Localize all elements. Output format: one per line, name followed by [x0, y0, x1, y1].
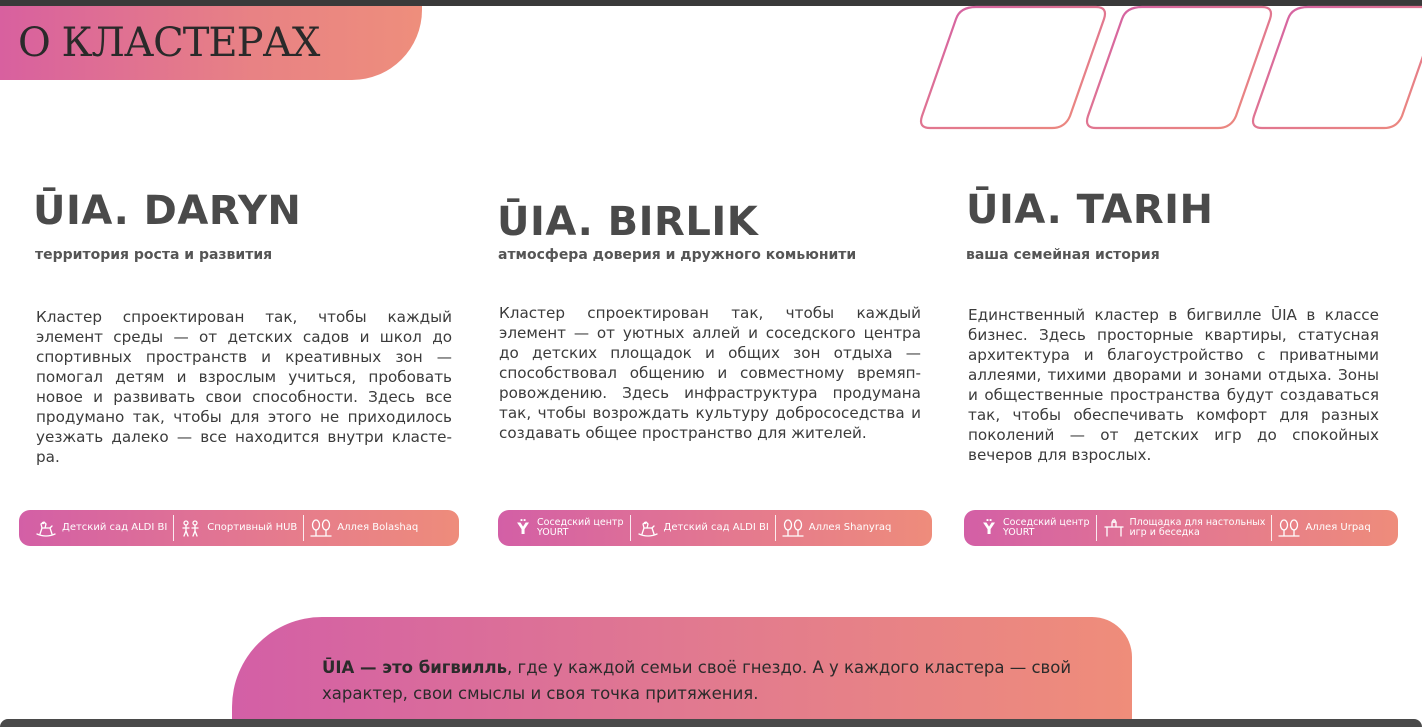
- sport-hub-icon: [180, 518, 202, 538]
- trees-icon: [310, 518, 332, 538]
- cluster-description: Кластер спроектирован так, чтобы каждый элемент среды — от детских садов и школ до спортивных пространств и креативных зон — помогал детям и взрослым учиться, пробовать новое и развивать свои способности. Здесь все продумано так, чтобы для этого не приходилось уезжать далеко — все находится внутри класте-ра.: [36, 308, 452, 466]
- tag-label: Детский сад ALDI BI: [663, 522, 769, 533]
- cluster-subtitle: ваша семейная история: [966, 247, 1160, 263]
- cluster-title: ŪIA. TARIH: [966, 187, 1214, 233]
- tag-label: Спортивный HUB: [207, 522, 298, 533]
- tag-alley: [1278, 510, 1370, 546]
- tag-label-line2: YOURT: [1003, 527, 1035, 538]
- tag-kindergarten: [637, 510, 769, 546]
- title-banner: [0, 6, 422, 80]
- tag-sport-hub: [180, 510, 297, 546]
- page-title: О КЛАСТЕРАХ: [18, 20, 320, 66]
- cluster-tags: [498, 510, 932, 546]
- tag-neighbor-center: [514, 510, 624, 546]
- cluster-title: ŪIA. DARYN: [33, 188, 302, 234]
- tag-label-line1: Площадка для настольных: [1129, 517, 1266, 528]
- tag-separator: [630, 515, 631, 541]
- cluster-subtitle: территория роста и развития: [35, 247, 273, 263]
- cluster-title: ŪIA. BIRLIK: [497, 199, 759, 245]
- decorative-parallelograms: [910, 2, 1422, 134]
- tag-separator: [303, 515, 304, 541]
- tag-separator: [173, 515, 174, 541]
- tag-alley: [310, 510, 418, 546]
- tag-separator: [1271, 515, 1272, 541]
- rocking-horse-icon: [637, 518, 659, 538]
- tag-board-games: [1103, 510, 1266, 546]
- cluster-description: Кластер спроектирован так, чтобы каждый элемент — от уютных аллей и соседского центра до детских площадок и общих зон отдыха — способствовал общению и совместному времяп-ровождению. Здесь инфраструктура продумана так, чтобы возрождать культуру добрососедства и создавать общее пространство для жителей.: [499, 304, 921, 442]
- tag-separator: [1096, 515, 1097, 541]
- tag-neighbor-center: [980, 510, 1090, 546]
- tag-label: Аллея Bolashaq: [337, 522, 419, 533]
- trees-icon: [782, 518, 804, 538]
- tag-alley: [782, 510, 892, 546]
- tag-label-line1: Соседский центр: [537, 517, 624, 528]
- tag-label: Детский сад ALDI BI: [62, 522, 168, 533]
- tag-label-line2: YOURT: [537, 527, 569, 538]
- cluster-description: Единственный кластер в бигвилле ŪIA в классе бизнес. Здесь просторные квартиры, статусная архитектура и благоустройство с приватными аллеями, тихими дворами и зонами отдыха. Зоны и общественные пространства будут создаваться так, чтобы обеспечивать комфорт для разных поколений — от детских игр до спокойных вечеров для взрослых.: [968, 306, 1379, 464]
- cluster-subtitle: атмосфера доверия и дружного комьюнити: [498, 247, 857, 263]
- tag-label-line2: игр и беседка: [1129, 527, 1200, 538]
- tag-label-line1: Соседский центр: [1003, 517, 1090, 528]
- footer-statement: [322, 655, 1112, 707]
- trees-icon: [1278, 518, 1300, 538]
- footer-bold: ŪIA — это бигвилль: [322, 658, 508, 677]
- bottom-bar: [0, 719, 1422, 727]
- yourt-logo-icon: Ÿ: [517, 518, 529, 538]
- yourt-logo-icon: Ÿ: [983, 518, 995, 538]
- tag-label: Аллея Shanyraq: [808, 522, 892, 533]
- board-games-icon: [1103, 518, 1125, 538]
- tag-kindergarten: [35, 510, 167, 546]
- footer-text: , где у каждой семьи своё гнездо. А у каждого кластера — свой характер, свои смыслы и своя точка притяжения.: [322, 658, 1072, 703]
- cluster-tags: [19, 510, 459, 546]
- tag-label: Аллея Urpaq: [1305, 522, 1371, 533]
- tag-separator: [775, 515, 776, 541]
- rocking-horse-icon: [35, 518, 57, 538]
- cluster-tags: [964, 510, 1398, 546]
